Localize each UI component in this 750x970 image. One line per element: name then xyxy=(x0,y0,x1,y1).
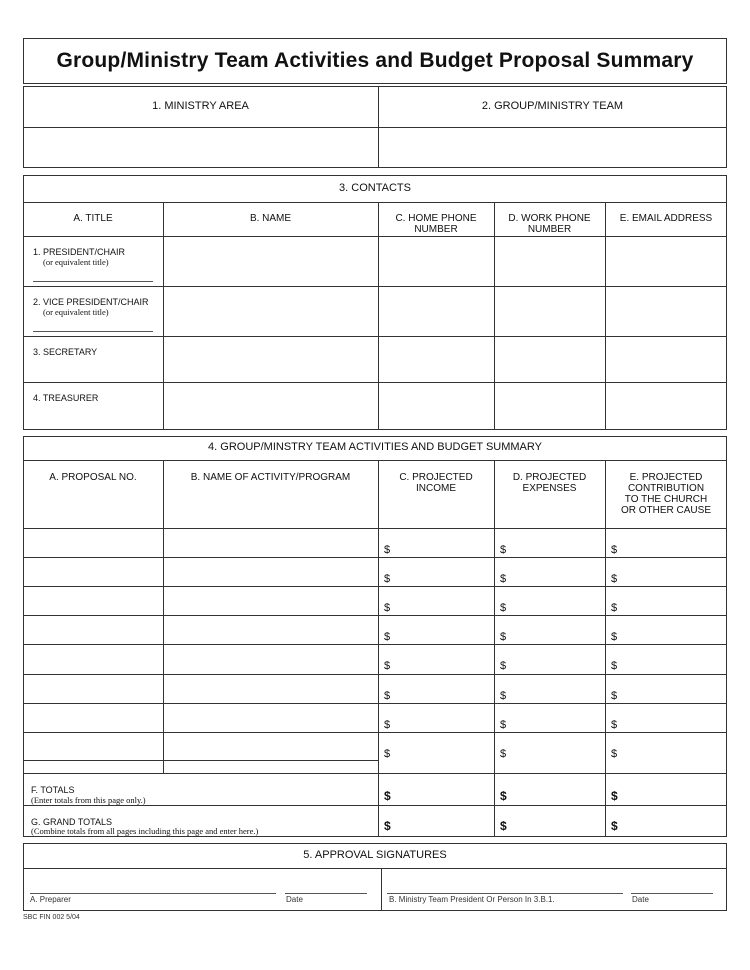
expenses-dollar: $ xyxy=(500,544,507,556)
president-date-line[interactable] xyxy=(631,893,713,894)
activity-row-divider xyxy=(23,586,727,587)
totals-expenses-dollar: $ xyxy=(500,789,507,803)
totals-note: (Enter totals from this page only.) xyxy=(31,795,146,805)
expenses-dollar: $ xyxy=(500,573,507,585)
activity-row-divider xyxy=(23,674,727,675)
income-dollar: $ xyxy=(384,748,391,760)
president-title-line[interactable] xyxy=(33,281,153,282)
contacts-col-home-phone: C. HOME PHONE NUMBER xyxy=(395,213,477,235)
income-dollar: $ xyxy=(384,719,391,731)
contacts-col-email: E. EMAIL ADDRESS xyxy=(619,213,713,224)
contribution-dollar: $ xyxy=(611,544,618,556)
activity-row-divider xyxy=(23,703,727,704)
group-team-field[interactable] xyxy=(379,128,726,167)
contribution-dollar: $ xyxy=(611,690,618,702)
activities-col-projected-income: C. PROJECTED INCOME xyxy=(399,472,473,494)
contribution-dollar: $ xyxy=(611,602,618,614)
contacts-col-title: A. TITLE xyxy=(73,213,113,224)
preparer-date-label: Date xyxy=(286,895,303,904)
activities-header: 4. GROUP/MINSTRY TEAM ACTIVITIES AND BUDGET SUMMARY xyxy=(208,441,542,453)
grand-totals-contribution-dollar: $ xyxy=(611,819,618,833)
activities-col-projected-expenses: D. PROJECTED EXPENSES xyxy=(512,472,587,494)
totals-contribution-dollar: $ xyxy=(611,789,618,803)
expenses-dollar: $ xyxy=(500,631,507,643)
grand-totals-expenses-dollar: $ xyxy=(500,819,507,833)
president-date-label: Date xyxy=(632,895,649,904)
preparer-label: A. Preparer xyxy=(30,895,71,904)
income-dollar: $ xyxy=(384,544,391,556)
form-footer-code: SBC FIN 002 5/04 xyxy=(23,914,80,921)
grand-totals-note: (Combine totals from all pages including this page and enter here.) xyxy=(31,826,259,836)
contact-row-president: 1. PRESIDENT/CHAIR xyxy=(33,247,126,257)
contribution-dollar: $ xyxy=(611,748,618,760)
activity-row-divider xyxy=(23,557,727,558)
income-dollar: $ xyxy=(384,602,391,614)
activity-row-divider xyxy=(23,644,727,645)
contact-row-treasurer: 4. TREASURER xyxy=(33,393,99,403)
contacts-header: 3. CONTACTS xyxy=(339,182,411,194)
activities-col-projected-contribution: E. PROJECTED CONTRIBUTION TO THE CHURCH OR OTHER CAUSE xyxy=(620,472,711,516)
preparer-signature-line[interactable] xyxy=(30,893,276,894)
contribution-dollar: $ xyxy=(611,631,618,643)
activities-col-proposal-no: A. PROPOSAL NO. xyxy=(49,472,137,483)
ministry-area-header: 1. MINISTRY AREA xyxy=(152,100,249,112)
contact-row-president-sub: (or equivalent title) xyxy=(43,257,109,267)
president-label: B. Ministry Team President Or Person In 3.B.1. xyxy=(389,895,555,904)
group-team-header: 2. GROUP/MINISTRY TEAM xyxy=(481,100,624,112)
page-title: Group/Ministry Team Activities and Budget Proposal Summary xyxy=(56,49,694,72)
income-dollar: $ xyxy=(384,690,391,702)
income-dollar: $ xyxy=(384,573,391,585)
income-dollar: $ xyxy=(384,631,391,643)
income-dollar: $ xyxy=(384,660,391,672)
expenses-dollar: $ xyxy=(500,748,507,760)
contribution-dollar: $ xyxy=(611,573,618,585)
expenses-dollar: $ xyxy=(500,660,507,672)
contact-row-secretary: 3. SECRETARY xyxy=(33,347,98,357)
totals-income-dollar: $ xyxy=(384,789,391,803)
contacts-col-work-phone: D. WORK PHONE NUMBER xyxy=(508,213,591,235)
ministry-area-field[interactable] xyxy=(24,128,377,167)
expenses-dollar: $ xyxy=(500,602,507,614)
contact-row-vice-president: 2. VICE PRESIDENT/CHAIR xyxy=(33,297,149,307)
approval-header: 5. APPROVAL SIGNATURES xyxy=(303,849,447,861)
preparer-date-line[interactable] xyxy=(285,893,367,894)
contact-row-vice-president-sub: (or equivalent title) xyxy=(43,307,109,317)
contribution-dollar: $ xyxy=(611,719,618,731)
totals-label: F. TOTALS xyxy=(31,785,75,795)
vice-president-title-line[interactable] xyxy=(33,331,153,332)
president-signature-line[interactable] xyxy=(387,893,623,894)
contribution-dollar: $ xyxy=(611,660,618,672)
expenses-dollar: $ xyxy=(500,719,507,731)
activity-row-divider xyxy=(23,760,378,761)
activity-row-divider xyxy=(23,615,727,616)
activities-col-activity-name: B. NAME OF ACTIVITY/PROGRAM xyxy=(190,472,351,483)
grand-totals-income-dollar: $ xyxy=(384,819,391,833)
activity-row-divider xyxy=(23,732,727,733)
grand-totals-label: G. GRAND TOTALS xyxy=(31,817,113,827)
contacts-col-name: B. NAME xyxy=(249,213,292,224)
expenses-dollar: $ xyxy=(500,690,507,702)
